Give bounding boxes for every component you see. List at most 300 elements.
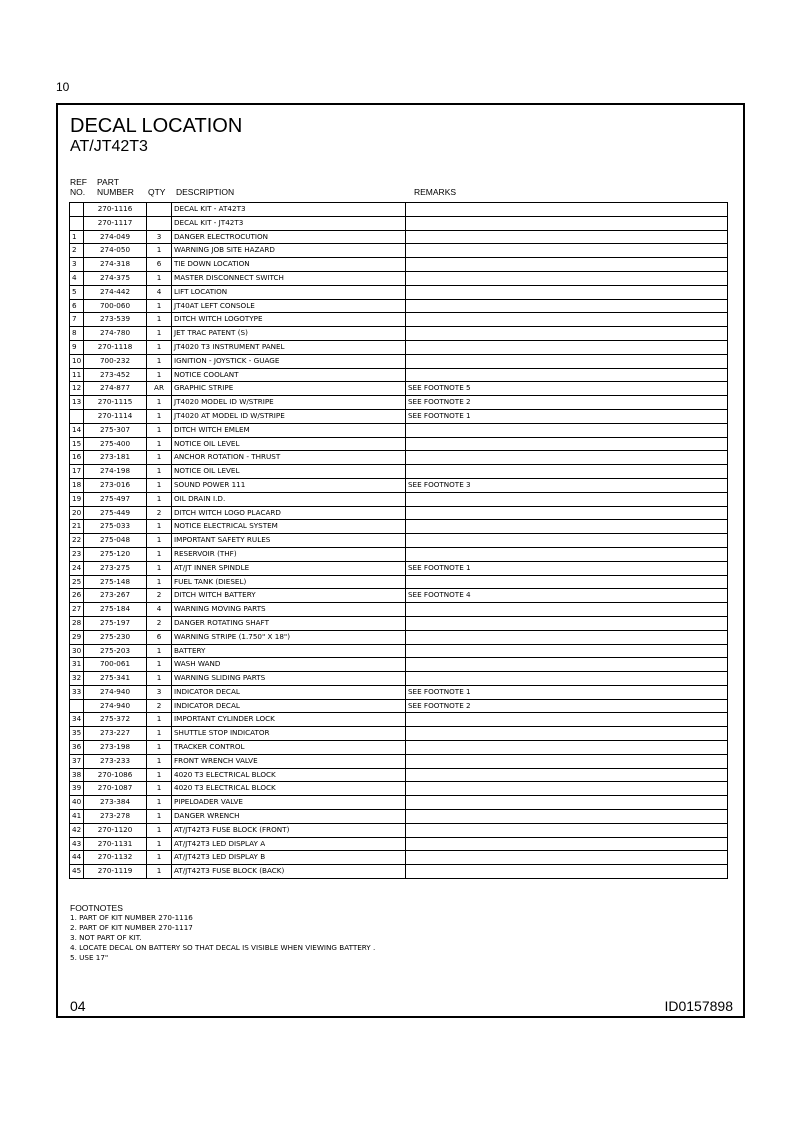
remarks-cell xyxy=(406,754,728,768)
remarks-cell xyxy=(406,216,728,230)
part-number-cell: 700-061 xyxy=(84,658,147,672)
quantity-cell: 4 xyxy=(147,603,172,617)
description-cell: SOUND POWER 111 xyxy=(172,478,406,492)
description-cell: DECAL KIT - AT42T3 xyxy=(172,203,406,217)
description-cell: DITCH WITCH LOGOTYPE xyxy=(172,313,406,327)
quantity-cell: AR xyxy=(147,382,172,396)
part-number-cell: 274-940 xyxy=(84,699,147,713)
remarks-cell xyxy=(406,465,728,479)
ref-number-cell: 40 xyxy=(70,796,84,810)
document-id: ID0157898 xyxy=(664,998,733,1014)
part-number-cell: 275-148 xyxy=(84,575,147,589)
quantity-cell: 1 xyxy=(147,368,172,382)
part-number-cell: 275-120 xyxy=(84,547,147,561)
remarks-cell xyxy=(406,340,728,354)
quantity-cell: 1 xyxy=(147,354,172,368)
ref-number-cell: 38 xyxy=(70,768,84,782)
table-row xyxy=(70,575,728,589)
part-number-cell: 273-267 xyxy=(84,589,147,603)
remarks-cell xyxy=(406,603,728,617)
remarks-cell xyxy=(406,299,728,313)
table-row xyxy=(70,699,728,713)
remarks-cell: SEE FOOTNOTE 1 xyxy=(406,409,728,423)
description-cell: JT4020 MODEL ID W/STRIPE xyxy=(172,396,406,410)
quantity-cell: 1 xyxy=(147,851,172,865)
ref-number-cell: 34 xyxy=(70,713,84,727)
table-row xyxy=(70,271,728,285)
remarks-cell xyxy=(406,741,728,755)
remarks-cell xyxy=(406,547,728,561)
part-number-cell: 270-1087 xyxy=(84,782,147,796)
ref-number-cell: 25 xyxy=(70,575,84,589)
quantity-cell: 1 xyxy=(147,713,172,727)
ref-number-cell: 2 xyxy=(70,244,84,258)
part-number-cell: 275-230 xyxy=(84,630,147,644)
remarks-cell xyxy=(406,437,728,451)
description-cell: AT/JT42T3 FUSE BLOCK (BACK) xyxy=(172,865,406,879)
table-row xyxy=(70,685,728,699)
remarks-cell xyxy=(406,727,728,741)
footnote-item: 1. PART OF KIT NUMBER 270-1116 xyxy=(70,913,193,922)
table-row xyxy=(70,713,728,727)
quantity-cell: 4 xyxy=(147,285,172,299)
quantity-cell: 1 xyxy=(147,547,172,561)
table-row xyxy=(70,230,728,244)
part-number-cell: 273-275 xyxy=(84,561,147,575)
remarks-cell xyxy=(406,271,728,285)
description-cell: WARNING STRIPE (1.750" X 18") xyxy=(172,630,406,644)
ref-number-cell: 20 xyxy=(70,506,84,520)
table-row xyxy=(70,203,728,217)
remarks-cell xyxy=(406,285,728,299)
quantity-cell: 1 xyxy=(147,423,172,437)
part-number-cell: 274-940 xyxy=(84,685,147,699)
quantity-cell: 1 xyxy=(147,644,172,658)
remarks-cell xyxy=(406,313,728,327)
ref-number-cell: 28 xyxy=(70,616,84,630)
quantity-cell: 2 xyxy=(147,506,172,520)
quantity-cell: 1 xyxy=(147,396,172,410)
quantity-cell: 1 xyxy=(147,534,172,548)
part-number-cell: 275-197 xyxy=(84,616,147,630)
ref-number-cell: 10 xyxy=(70,354,84,368)
ref-number-cell: 3 xyxy=(70,258,84,272)
ref-number-cell: 4 xyxy=(70,271,84,285)
remarks-cell xyxy=(406,534,728,548)
description-cell: INDICATOR DECAL xyxy=(172,699,406,713)
table-row xyxy=(70,644,728,658)
remarks-cell xyxy=(406,368,728,382)
part-number-cell: 273-452 xyxy=(84,368,147,382)
part-number-cell: 274-877 xyxy=(84,382,147,396)
description-cell: 4020 T3 ELECTRICAL BLOCK xyxy=(172,782,406,796)
quantity-cell: 6 xyxy=(147,630,172,644)
quantity-cell: 1 xyxy=(147,672,172,686)
quantity-cell: 2 xyxy=(147,589,172,603)
part-number-cell: 270-1116 xyxy=(84,203,147,217)
table-row xyxy=(70,768,728,782)
quantity-cell: 1 xyxy=(147,754,172,768)
quantity-cell: 1 xyxy=(147,492,172,506)
table-row xyxy=(70,658,728,672)
quantity-cell: 1 xyxy=(147,465,172,479)
ref-number-cell: 33 xyxy=(70,685,84,699)
description-cell: JET TRAC PATENT (S) xyxy=(172,327,406,341)
table-row xyxy=(70,589,728,603)
ref-number-cell: 8 xyxy=(70,327,84,341)
description-cell: AT/JT INNER SPINDLE xyxy=(172,561,406,575)
ref-number-cell: 22 xyxy=(70,534,84,548)
table-row xyxy=(70,741,728,755)
table-row xyxy=(70,258,728,272)
ref-number-cell: 44 xyxy=(70,851,84,865)
revision-code: 04 xyxy=(70,998,86,1014)
part-number-cell: 270-1120 xyxy=(84,823,147,837)
table-row xyxy=(70,672,728,686)
footnote-item: 5. USE 17" xyxy=(70,953,109,962)
parts-table xyxy=(69,202,728,879)
table-row xyxy=(70,823,728,837)
table-row xyxy=(70,216,728,230)
part-number-cell: 274-375 xyxy=(84,271,147,285)
part-number-cell: 273-181 xyxy=(84,451,147,465)
ref-number-cell: 39 xyxy=(70,782,84,796)
part-number-cell: 274-198 xyxy=(84,465,147,479)
ref-number-cell: 24 xyxy=(70,561,84,575)
part-number-cell: 700-232 xyxy=(84,354,147,368)
part-number-cell: 274-780 xyxy=(84,327,147,341)
remarks-cell: SEE FOOTNOTE 2 xyxy=(406,396,728,410)
description-cell: NOTICE OIL LEVEL xyxy=(172,437,406,451)
description-cell: SHUTTLE STOP INDICATOR xyxy=(172,727,406,741)
ref-number-cell: 16 xyxy=(70,451,84,465)
quantity-cell: 1 xyxy=(147,837,172,851)
remarks-cell: SEE FOOTNOTE 1 xyxy=(406,561,728,575)
ref-number-cell: 36 xyxy=(70,741,84,755)
quantity-cell: 1 xyxy=(147,313,172,327)
table-row xyxy=(70,547,728,561)
quantity-cell: 1 xyxy=(147,823,172,837)
part-number-cell: 274-049 xyxy=(84,230,147,244)
qty-header: QTY xyxy=(148,187,166,197)
ref-number-cell: 7 xyxy=(70,313,84,327)
table-row xyxy=(70,865,728,879)
description-cell: RESERVOIR (THF) xyxy=(172,547,406,561)
part-number-cell: 275-449 xyxy=(84,506,147,520)
ref-number-cell: 19 xyxy=(70,492,84,506)
remarks-cell xyxy=(406,230,728,244)
ref-number-cell: 23 xyxy=(70,547,84,561)
ref-number-cell: 26 xyxy=(70,589,84,603)
quantity-cell: 1 xyxy=(147,478,172,492)
remarks-cell: SEE FOOTNOTE 4 xyxy=(406,589,728,603)
part-number-cell: 273-227 xyxy=(84,727,147,741)
description-cell: WARNING JOB SITE HAZARD xyxy=(172,244,406,258)
ref-number-cell: 43 xyxy=(70,837,84,851)
description-cell: MASTER DISCONNECT SWITCH xyxy=(172,271,406,285)
description-cell: PIPELOADER VALVE xyxy=(172,796,406,810)
quantity-cell: 6 xyxy=(147,258,172,272)
description-cell: AT/JT42T3 FUSE BLOCK (FRONT) xyxy=(172,823,406,837)
part-number-cell: 270-1118 xyxy=(84,340,147,354)
table-row xyxy=(70,520,728,534)
description-cell: FRONT WRENCH VALVE xyxy=(172,754,406,768)
part-number-cell: 275-033 xyxy=(84,520,147,534)
remarks-cell xyxy=(406,327,728,341)
quantity-cell: 2 xyxy=(147,616,172,630)
quantity-cell: 3 xyxy=(147,685,172,699)
part-header-line1: PART xyxy=(97,177,119,187)
table-row xyxy=(70,782,728,796)
quantity-cell: 2 xyxy=(147,699,172,713)
ref-number-cell: 35 xyxy=(70,727,84,741)
quantity-cell: 1 xyxy=(147,796,172,810)
ref-number-cell: 1 xyxy=(70,230,84,244)
description-cell: JT4020 T3 INSTRUMENT PANEL xyxy=(172,340,406,354)
remarks-cell xyxy=(406,244,728,258)
table-row xyxy=(70,603,728,617)
table-row xyxy=(70,409,728,423)
quantity-cell: 1 xyxy=(147,561,172,575)
table-row xyxy=(70,423,728,437)
part-number-cell: 275-341 xyxy=(84,672,147,686)
remarks-cell: SEE FOOTNOTE 5 xyxy=(406,382,728,396)
part-number-cell: 275-203 xyxy=(84,644,147,658)
quantity-cell: 3 xyxy=(147,230,172,244)
quantity-cell: 1 xyxy=(147,575,172,589)
description-cell: 4020 T3 ELECTRICAL BLOCK xyxy=(172,768,406,782)
remarks-cell xyxy=(406,354,728,368)
description-header: DESCRIPTION xyxy=(176,187,235,197)
part-number-cell: 270-1119 xyxy=(84,865,147,879)
part-number-cell: 270-1117 xyxy=(84,216,147,230)
description-cell: NOTICE ELECTRICAL SYSTEM xyxy=(172,520,406,534)
ref-number-cell: 29 xyxy=(70,630,84,644)
part-number-cell: 273-233 xyxy=(84,754,147,768)
remarks-cell xyxy=(406,506,728,520)
table-row xyxy=(70,382,728,396)
table-row xyxy=(70,354,728,368)
page-subtitle: AT/JT42T3 xyxy=(70,138,148,155)
remarks-cell xyxy=(406,423,728,437)
part-number-cell: 273-016 xyxy=(84,478,147,492)
description-cell: WARNING MOVING PARTS xyxy=(172,603,406,617)
part-number-cell: 275-372 xyxy=(84,713,147,727)
description-cell: AT/JT42T3 LED DISPLAY B xyxy=(172,851,406,865)
remarks-cell: SEE FOOTNOTE 3 xyxy=(406,478,728,492)
description-cell: IGNITION - JOYSTICK - GUAGE xyxy=(172,354,406,368)
table-row xyxy=(70,285,728,299)
table-row xyxy=(70,451,728,465)
description-cell: NOTICE OIL LEVEL xyxy=(172,465,406,479)
remarks-cell xyxy=(406,575,728,589)
footnotes-title: FOOTNOTES xyxy=(70,903,123,913)
quantity-cell: 1 xyxy=(147,810,172,824)
description-cell: WASH WAND xyxy=(172,658,406,672)
ref-number-cell: 18 xyxy=(70,478,84,492)
remarks-cell xyxy=(406,713,728,727)
ref-number-cell: 32 xyxy=(70,672,84,686)
table-row xyxy=(70,837,728,851)
quantity-cell: 1 xyxy=(147,782,172,796)
description-cell: AT/JT42T3 LED DISPLAY A xyxy=(172,837,406,851)
description-cell: INDICATOR DECAL xyxy=(172,685,406,699)
table-row xyxy=(70,727,728,741)
table-row xyxy=(70,851,728,865)
quantity-cell: 1 xyxy=(147,409,172,423)
part-number-cell: 275-307 xyxy=(84,423,147,437)
part-number-cell: 700-060 xyxy=(84,299,147,313)
remarks-cell: SEE FOOTNOTE 1 xyxy=(406,685,728,699)
ref-number-cell: 15 xyxy=(70,437,84,451)
description-cell: WARNING SLIDING PARTS xyxy=(172,672,406,686)
quantity-cell: 1 xyxy=(147,437,172,451)
table-row xyxy=(70,561,728,575)
ref-number-cell: 27 xyxy=(70,603,84,617)
table-row xyxy=(70,244,728,258)
description-cell: DITCH WITCH EMLEM xyxy=(172,423,406,437)
part-number-cell: 273-539 xyxy=(84,313,147,327)
description-cell: IMPORTANT SAFETY RULES xyxy=(172,534,406,548)
description-cell: JT40AT LEFT CONSOLE xyxy=(172,299,406,313)
remarks-cell xyxy=(406,630,728,644)
remarks-cell xyxy=(406,768,728,782)
remarks-cell xyxy=(406,258,728,272)
ref-number-cell: 11 xyxy=(70,368,84,382)
part-number-cell: 273-384 xyxy=(84,796,147,810)
remarks-cell: SEE FOOTNOTE 2 xyxy=(406,699,728,713)
description-cell: DITCH WITCH BATTERY xyxy=(172,589,406,603)
remarks-cell xyxy=(406,865,728,879)
remarks-cell xyxy=(406,520,728,534)
description-cell: TRACKER CONTROL xyxy=(172,741,406,755)
quantity-cell: 1 xyxy=(147,451,172,465)
remarks-cell xyxy=(406,823,728,837)
footnotes xyxy=(70,903,375,963)
description-cell: DANGER ELECTROCUTION xyxy=(172,230,406,244)
table-row xyxy=(70,327,728,341)
remarks-cell xyxy=(406,796,728,810)
ref-number-cell: 21 xyxy=(70,520,84,534)
ref-number-cell xyxy=(70,216,84,230)
description-cell: GRAPHIC STRIPE xyxy=(172,382,406,396)
quantity-cell: 1 xyxy=(147,520,172,534)
description-cell: OIL DRAIN I.D. xyxy=(172,492,406,506)
part-number-cell: 275-497 xyxy=(84,492,147,506)
ref-number-cell: 6 xyxy=(70,299,84,313)
footnote-item: 3. NOT PART OF KIT. xyxy=(70,933,142,942)
table-row xyxy=(70,465,728,479)
description-cell: NOTICE COOLANT xyxy=(172,368,406,382)
description-cell: DANGER ROTATING SHAFT xyxy=(172,616,406,630)
table-row xyxy=(70,810,728,824)
quantity-cell xyxy=(147,203,172,217)
part-number-cell: 270-1114 xyxy=(84,409,147,423)
ref-number-cell: 37 xyxy=(70,754,84,768)
ref-number-cell: 31 xyxy=(70,658,84,672)
remarks-cell xyxy=(406,658,728,672)
description-cell: FUEL TANK (DIESEL) xyxy=(172,575,406,589)
description-cell: TIE DOWN LOCATION xyxy=(172,258,406,272)
ref-number-cell: 42 xyxy=(70,823,84,837)
remarks-cell xyxy=(406,492,728,506)
table-row xyxy=(70,534,728,548)
table-row xyxy=(70,492,728,506)
table-row xyxy=(70,478,728,492)
part-number-cell: 270-1115 xyxy=(84,396,147,410)
part-number-cell: 273-198 xyxy=(84,741,147,755)
quantity-cell: 1 xyxy=(147,327,172,341)
parts-table-body xyxy=(70,203,728,879)
quantity-cell: 1 xyxy=(147,658,172,672)
footnote-item: 4. LOCATE DECAL ON BATTERY SO THAT DECAL IS VISIBLE WHEN VIEWING BATTERY . xyxy=(70,943,376,952)
quantity-cell: 1 xyxy=(147,271,172,285)
quantity-cell: 1 xyxy=(147,865,172,879)
page-number: 10 xyxy=(56,80,70,94)
description-cell: DECAL KIT - JT42T3 xyxy=(172,216,406,230)
ref-number-cell xyxy=(70,409,84,423)
ref-number-cell xyxy=(70,203,84,217)
quantity-cell: 1 xyxy=(147,340,172,354)
table-row xyxy=(70,754,728,768)
description-cell: ANCHOR ROTATION - THRUST xyxy=(172,451,406,465)
table-row xyxy=(70,299,728,313)
ref-header-line2: NO. xyxy=(70,187,86,197)
part-number-cell: 275-400 xyxy=(84,437,147,451)
quantity-cell: 1 xyxy=(147,768,172,782)
ref-header-line1: REF xyxy=(70,177,87,187)
ref-number-cell: 14 xyxy=(70,423,84,437)
table-row xyxy=(70,630,728,644)
ref-number-cell: 12 xyxy=(70,382,84,396)
remarks-cell xyxy=(406,451,728,465)
table-row xyxy=(70,313,728,327)
description-cell: LIFT LOCATION xyxy=(172,285,406,299)
table-row xyxy=(70,796,728,810)
remarks-cell xyxy=(406,837,728,851)
description-cell: IMPORTANT CYLINDER LOCK xyxy=(172,713,406,727)
remarks-cell xyxy=(406,672,728,686)
ref-number-cell: 41 xyxy=(70,810,84,824)
table-row xyxy=(70,616,728,630)
decal-location-frame xyxy=(56,103,745,1018)
part-number-cell: 270-1132 xyxy=(84,851,147,865)
ref-number-cell: 17 xyxy=(70,465,84,479)
remarks-header: REMARKS xyxy=(414,187,457,197)
part-number-cell: 273-278 xyxy=(84,810,147,824)
table-row xyxy=(70,396,728,410)
ref-number-cell xyxy=(70,699,84,713)
ref-number-cell: 5 xyxy=(70,285,84,299)
description-cell: DANGER WRENCH xyxy=(172,810,406,824)
description-cell: BATTERY xyxy=(172,644,406,658)
page-title: DECAL LOCATION xyxy=(70,115,243,137)
ref-number-cell: 45 xyxy=(70,865,84,879)
part-number-cell: 275-184 xyxy=(84,603,147,617)
quantity-cell: 1 xyxy=(147,741,172,755)
remarks-cell xyxy=(406,782,728,796)
table-row xyxy=(70,368,728,382)
remarks-cell xyxy=(406,810,728,824)
quantity-cell: 1 xyxy=(147,299,172,313)
table-row xyxy=(70,437,728,451)
part-number-cell: 274-442 xyxy=(84,285,147,299)
table-row xyxy=(70,340,728,354)
part-number-cell: 274-050 xyxy=(84,244,147,258)
part-number-cell: 275-048 xyxy=(84,534,147,548)
part-number-cell: 270-1131 xyxy=(84,837,147,851)
remarks-cell xyxy=(406,644,728,658)
